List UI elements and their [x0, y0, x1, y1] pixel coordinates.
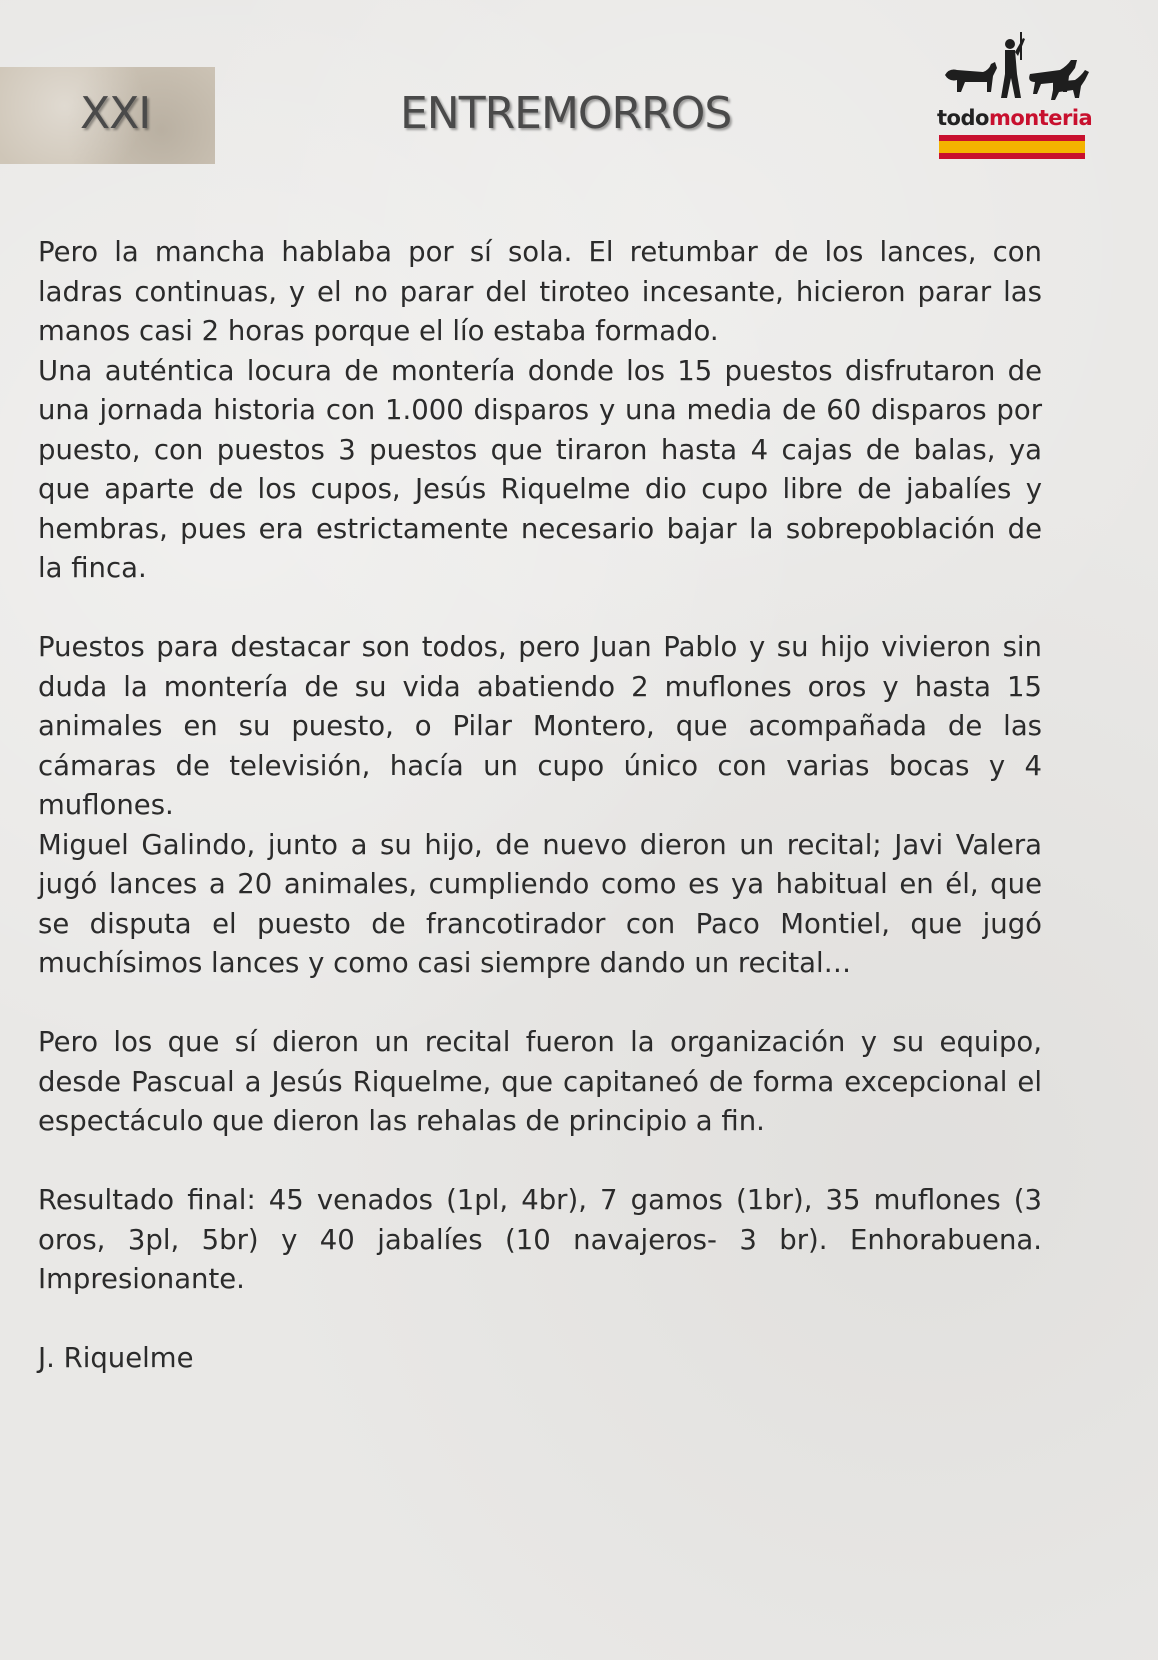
- paragraph: Miguel Galindo, junto a su hijo, de nuevo dieron un recital; Javi Valera jugó lances a 20 animales, cumpliendo como es ya habitual en él, que se disputa el puesto de francotirador con Paco Montiel, que jugó muchísimos lances y como casi siempre dando un recital…: [38, 828, 1042, 979]
- section-number: XXI: [80, 88, 151, 139]
- hunter-with-dogs-icon: [935, 30, 1090, 105]
- author-signature: J. Riquelme: [38, 1342, 194, 1374]
- article-body: [38, 233, 1042, 1379]
- page-title: ENTREMORROS: [400, 88, 732, 139]
- logo-word-todo: todo: [937, 106, 989, 130]
- paragraph: Pero los que sí dieron un recital fueron la organización y su equipo, desde Pascual a Jesús Riquelme, que capitaneó de forma excepcional el espectáculo que dieron las rehalas de principio a fin.: [38, 1026, 1042, 1137]
- paragraph: Resultado final: 45 venados (1pl, 4br), 7 gamos (1br), 35 muflones (3 oros, 3pl, 5br) y 40 jabalíes (10 navajeros- 3 br). Enhorabuena. Impresionante.: [38, 1184, 1042, 1295]
- spanish-flag-icon: [939, 135, 1085, 159]
- logo-word-monteria: monteria: [988, 106, 1093, 130]
- paragraph: Una auténtica locura de montería donde los 15 puestos disfrutaron de una jornada historia con 1.000 disparos y una media de 60 disparos por puesto, con puestos 3 puestos que tiraron hasta 4 cajas de balas, ya que aparte de los cupos, Jesús Riquelme dio cupo libre de jabalíes y hembras, pues era estrictamente necesario bajar la sobrepoblación de la finca.: [38, 354, 1042, 584]
- todomonteria-logo: [935, 30, 1093, 165]
- paragraph: Pero la mancha hablaba por sí sola. El retumbar de los lances, con ladras continuas, y el no parar del tiroteo incesante, hicieron parar las manos casi 2 horas porque el lío estaba formado.: [38, 236, 1042, 347]
- logo-wordmark: [937, 106, 1093, 130]
- paragraph: Puestos para destacar son todos, pero Juan Pablo y su hijo vivieron sin duda la montería de su vida abatiendo 2 muflones oros y hasta 15 animales en su puesto, o Pilar Montero, que acompañada de las cámaras de televisión, hacía un cupo único con varias bocas y 4 muflones.: [38, 631, 1042, 821]
